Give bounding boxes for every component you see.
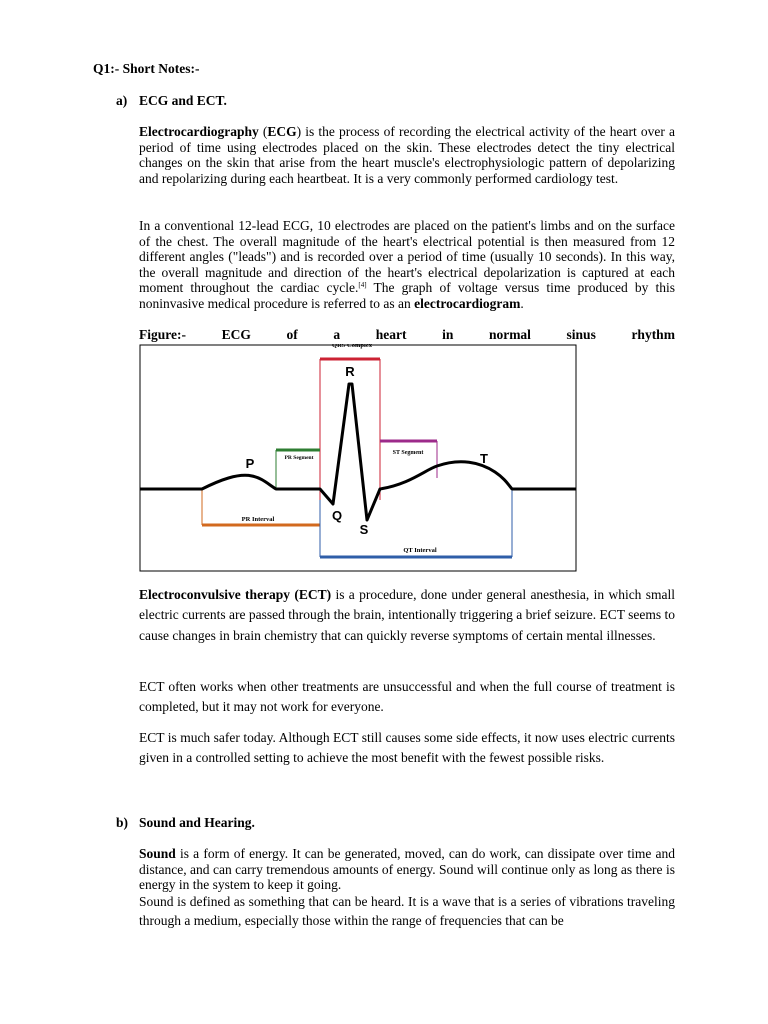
pr-interval-label: PR Interval [241, 516, 275, 523]
s-wave-label: S [359, 522, 369, 537]
t-wave-label: T [480, 451, 488, 466]
ecg-p2-text2: The graph of voltage versus time produced by this noninvasive medical procedure is referred to as an [139, 280, 675, 311]
caption-word: rhythm [631, 327, 675, 342]
r-wave-label: R [345, 364, 355, 379]
section-a-title: ECG and ECT. [139, 93, 227, 108]
figure-caption [139, 327, 675, 343]
ecg-diagram [139, 344, 577, 572]
pr-segment-label: PR Segment [284, 455, 314, 461]
q1-heading: Q1:- Short Notes:- [93, 61, 200, 76]
ect-paragraph-1 [139, 585, 675, 646]
ecg-p2-text1: In a conventional 12-lead ECG, 10 electrodes are placed on the patient's limbs and on the surface of the chest. The overall magnitude of the heart's electrical potential is then measured from 12 different angles ("leads") and is recorded over a period of time (usually 10 seconds). In this way, the overall magnitude and direction of the heart's electrical depolarization is captured at each moment throughout the cardiac cycle. [139, 218, 675, 295]
electrocardiogram-term: electrocardiogram [414, 295, 521, 311]
citation-ref[interactable]: [4] [358, 281, 367, 289]
ecg-paragraph-2 [139, 218, 675, 311]
sound-body: is a form of energy. It can be generated, moved, can do work, can dissipate over time and distance, and can carry tremendous amounts of energy. Sound will continue only as long as there is energy in the system to keep it going. [139, 846, 675, 892]
st-segment-label: ST Segment [392, 450, 424, 456]
caption-word: heart [375, 327, 407, 342]
caption-word: ECG [221, 327, 251, 342]
section-b-title: Sound and Hearing. [139, 815, 255, 830]
qrs-complex-label: QRS Complex [332, 344, 372, 349]
sound-paragraph-1 [139, 846, 675, 893]
ect-term: Electroconvulsive therapy (ECT) [139, 587, 332, 602]
ecg-body: ) is the process of recording the electrical activity of the heart over a period of time using electrodes placed on the skin. These electrodes detect the tiny electrical changes on the skin that arise from the heart muscle's electrophysiologic pattern of depolarizing and repolarizing during each heartbeat. It is a very commonly performed cardiology test. [139, 124, 675, 186]
sound-paragraph-2: Sound is defined as something that can be heard. It is a wave that is a series of vibrations traveling through a medium, especially those within the range of frequencies that can be [139, 894, 675, 928]
caption-word: in [442, 327, 454, 342]
caption-word: of [286, 327, 298, 342]
caption-word: a [333, 327, 341, 342]
ect-paragraph-3: ECT is much safer today. Although ECT still causes some side effects, it now uses electric currents given in a controlled setting to achieve the most benefit with the fewest possible risks. [139, 730, 675, 766]
ecg-open-paren: ( [258, 124, 268, 139]
diagram-frame [140, 345, 576, 571]
section-b-marker: b) [116, 815, 129, 830]
ect-body: is a procedure, done under general anesthesia, in which small electric currents are passed through the brain, intentionally triggering a brief seizure. ECT seems to cause changes in brain chemistry that can quickly reverse symptoms of certain mental illnesses. [139, 587, 676, 643]
ecg-term: Electrocardiography [139, 124, 259, 139]
ect-paragraph-2: ECT often works when other treatments are unsuccessful and when the full course of treatment is completed, but it may not work for everyone. [139, 679, 675, 715]
caption-word: normal [488, 327, 531, 342]
section-a-marker: a) [116, 93, 128, 108]
caption-word: sinus [566, 327, 596, 342]
p-wave-label: P [245, 456, 255, 471]
sound-term: Sound [139, 846, 176, 861]
caption-word: Figure:- [139, 327, 186, 342]
q-wave-label: Q [331, 508, 343, 523]
ecg-p2-end: . [520, 295, 524, 311]
qt-interval-label: QT Interval [403, 547, 437, 554]
ecg-abbr: ECG [267, 124, 297, 139]
ecg-paragraph-1 [139, 124, 675, 186]
